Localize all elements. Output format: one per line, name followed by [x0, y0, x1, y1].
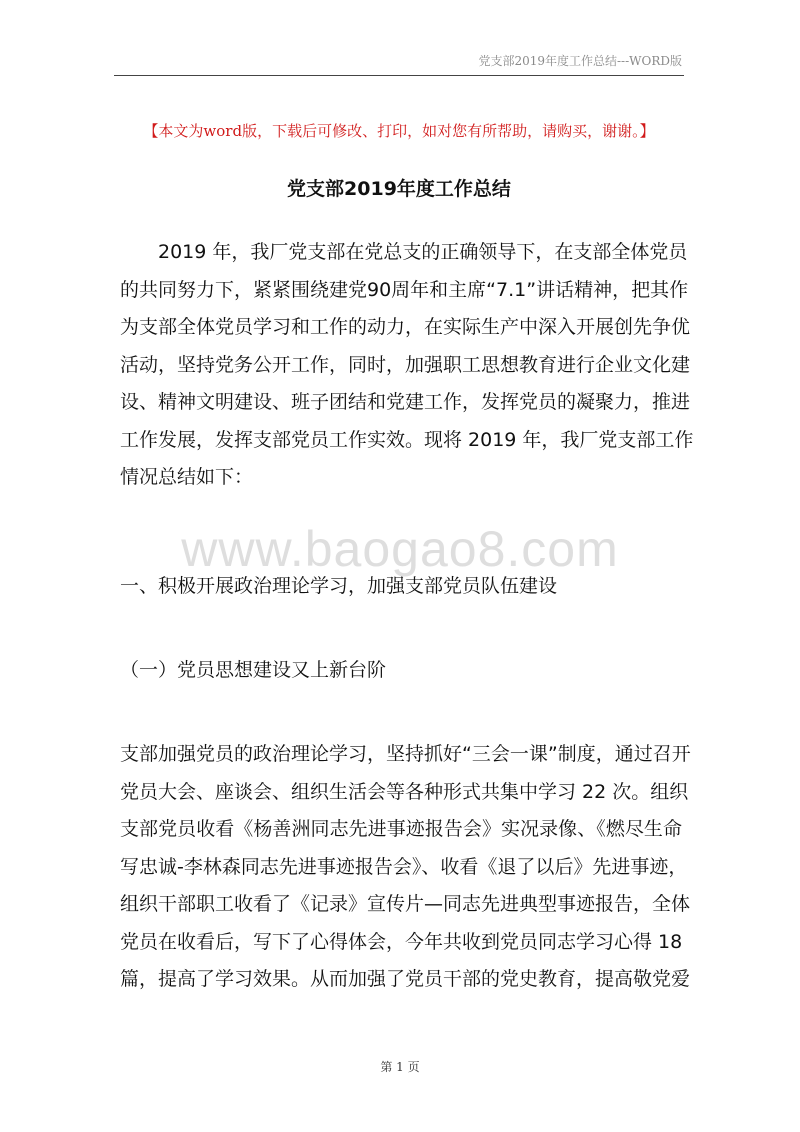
section-heading: 一、积极开展政治理论学习，加强支部党员队伍建设 — [120, 575, 558, 597]
paragraph-line: 情况总结如下： — [120, 466, 254, 488]
paragraph-line: 篇，提高了学习效果。从而加强了党员干部的党史教育，提高敬党爱 — [120, 968, 691, 990]
subsection-heading: （一）党员思想建设又上新台阶 — [120, 659, 387, 681]
running-header: 党支部2019年度工作总结---WORD版 — [478, 54, 682, 68]
paragraph-line: 的共同努力下，紧紧围绕建党90周年和主席“7.1”讲话精神，把其作 — [120, 278, 689, 301]
paragraph-line: 写忠诚-李林森同志先进事迹报告会》、收看《退了以后》先进事迹， — [120, 855, 688, 878]
paragraph-line: 活动，坚持党务公开工作，同时，加强职工思想教育进行企业文化建 — [120, 353, 691, 376]
paragraph-line: 设、精神文明建设、班子团结和党建工作，发挥党员的凝聚力，推进 — [120, 391, 691, 413]
paragraph-line: 工作发展，发挥支部党员工作实效。现将 2019 年，我厂党支部工作 — [120, 428, 694, 451]
paragraph-line: 党员大会、座谈会、组织生活会等各种形式共集中学习 22 次。组织 — [120, 780, 689, 803]
page-number: 第 1 页 — [380, 1060, 420, 1074]
download-notice: 【本文为word版，下载后可修改、打印，如对您有所帮助，请购买，谢谢。】 — [143, 122, 655, 140]
paragraph-line: 为支部全体党员学习和工作的动力，在实际生产中深入开展创先争优 — [120, 316, 691, 338]
intro-paragraph — [120, 234, 694, 497]
document-title: 党支部2019年度工作总结 — [287, 178, 511, 200]
paragraph-line: 组织干部职工收看了《记录》宣传片—同志先进典型事迹报告，全体 — [120, 893, 691, 915]
paragraph-line: 支部加强党员的政治理论学习，坚持抓好“三会一课”制度，通过召开 — [120, 743, 691, 765]
paragraph-line: 党员在收看后，写下了心得体会，今年共收到党员同志学习心得 18 — [120, 930, 683, 953]
study-paragraph — [120, 736, 691, 999]
watermark: www.baogao8.com — [181, 521, 619, 577]
paragraph-line: 2019 年，我厂党支部在党总支的正确领导下，在支部全体党员 — [158, 241, 688, 263]
paragraph-line: 支部党员收看《杨善洲同志先进事迹报告会》实况录像、《燃尽生命 — [120, 818, 682, 840]
header-divider — [114, 75, 684, 76]
